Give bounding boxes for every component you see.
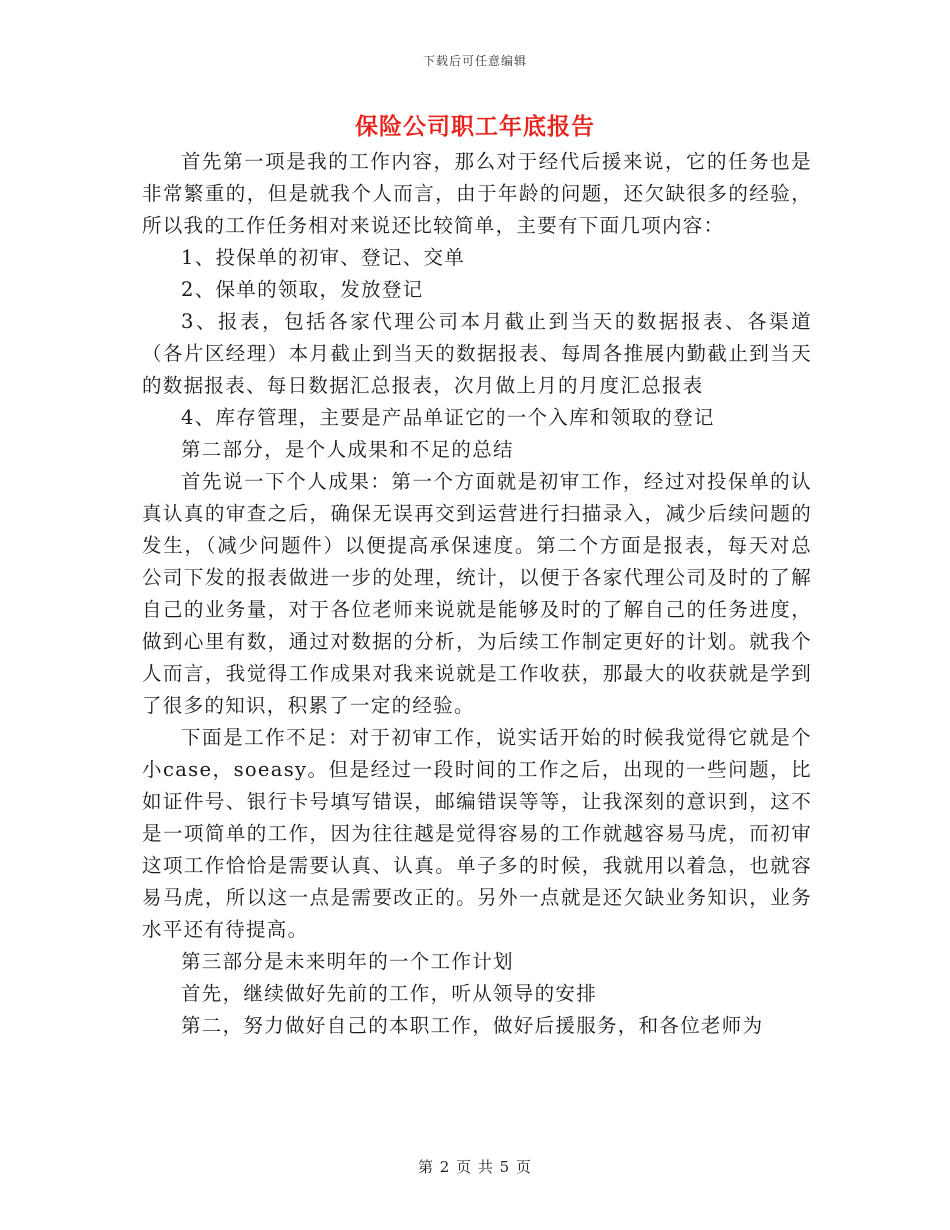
paragraph-shortcomings: 下面是工作不足：对于初审工作，说实话开始的时候我觉得它就是个小case，soeasy。但是经过一段时间的工作之后，出现的一些问题，比如证件号、银行卡号填写错误，邮编错误等等，让我深刻的意识到，这不是一项简单的工作，因为往往越是觉得容易的工作就越容易马虎，而初审这项工作恰恰是需要认真、认真。单子多的时候，我就用以着急，也就容易马虎，所以这一点是需要改正的。另外一点就是还欠缺业务知识，业务水平还有待提高。: [142, 726, 812, 941]
section-heading-part-two: 第二部分，是个人成果和不足的总结: [181, 438, 514, 461]
paragraph-plan-second: 第二，努力做好自己的本职工作，做好后援服务，和各位老师为: [181, 1014, 764, 1037]
header-note: 下载后可任意编辑: [422, 54, 527, 68]
page-number-footer: 第 2 页 共 5 页: [418, 1158, 532, 1176]
paragraph-intro: 首先第一项是我的工作内容，那么对于经代后援来说，它的任务也是非常繁重的，但是就我个人而言，由于年龄的问题，还欠缺很多的经验，所以我的工作任务相对来说还比较简单，主要有下面几项内容：: [142, 150, 812, 237]
document-body: [142, 146, 812, 1042]
document-title: 保险公司职工年底报告: [355, 113, 595, 140]
paragraph-item-3: 3、报表，包括各家代理公司本月截止到当天的数据报表、各渠道（各片区经理）本月截止到当天的数据报表、每周各推展内勤截止到当天的数据报表、每日数据汇总报表，次月做上月的月度汇总报表: [142, 310, 812, 397]
paragraph-item-4: 4、库存管理，主要是产品单证它的一个入库和领取的登记: [181, 406, 715, 429]
section-heading-part-three: 第三部分是未来明年的一个工作计划: [181, 950, 514, 973]
paragraph-item-1: 1、投保单的初审、登记、交单: [181, 246, 466, 269]
paragraph-plan-first: 首先，继续做好先前的工作，听从领导的安排: [181, 982, 598, 1005]
paragraph-item-2: 2、保单的领取，发放登记: [181, 278, 424, 301]
paragraph-achievements: 首先说一下个人成果：第一个方面就是初审工作，经过对投保单的认真认真的审查之后，确保无误再交到运营进行扫描录入，减少后续问题的发生，（减少问题件）以便提高承保速度。第二个方面是报表，每天对总公司下发的报表做进一步的处理，统计，以便于各家代理公司及时的了解自己的业务量，对于各位老师来说就是能够及时的了解自己的任务进度，做到心里有数，通过对数据的分析，为后续工作制定更好的计划。就我个人而言，我觉得工作成果对我来说就是工作收获，那最大的收获就是学到了很多的知识，积累了一定的经验。: [142, 470, 812, 717]
